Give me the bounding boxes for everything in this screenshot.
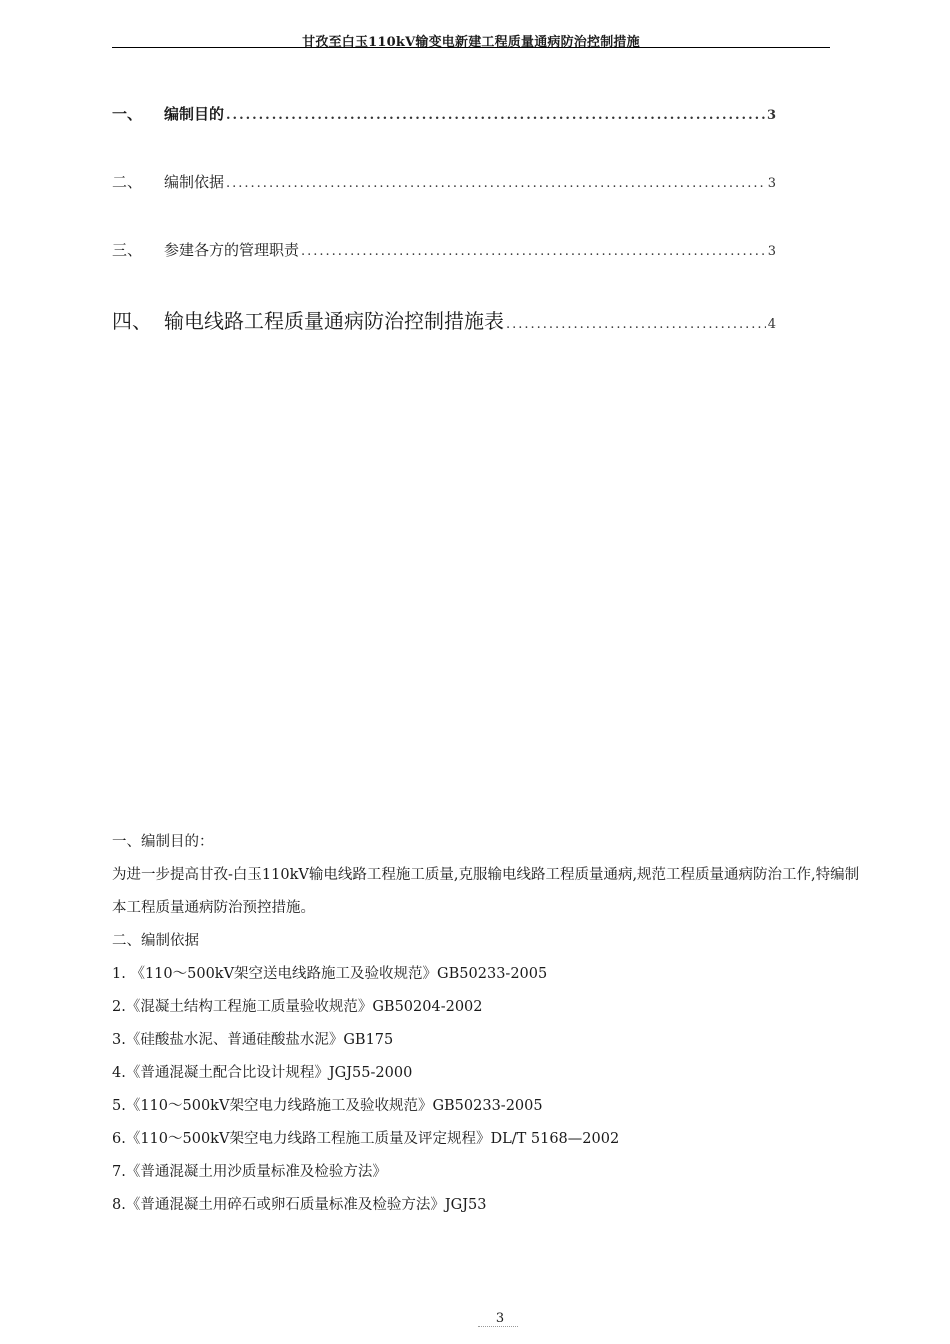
toc-entry-title: 编制目的 [164,105,225,123]
toc-dot-leader [226,176,766,191]
section-heading-purpose: 一、编制目的： [112,834,214,850]
toc-entry-number: 三、 [112,241,143,259]
section-heading-basis: 二、编制依据 [112,933,199,949]
toc-entry-2[interactable] [112,171,776,192]
toc-entry-1[interactable] [112,103,776,124]
toc-entry-page: 3 [767,176,776,191]
reference-item: 6.《110～500kV架空电力线路工程施工质量及评定规程》DL/T 5168—2002 [112,1131,620,1147]
reference-item: 4.《普通混凝土配合比设计规程》JGJ55-2000 [112,1065,413,1081]
toc-entry-page: 4 [767,317,776,332]
purpose-paragraph: 为进一步提高甘孜-白玉110kV输电线路工程施工质量,克服输电线路工程质量通病,规范工程质量通病防治工作,特编制本工程质量通病防治预控措施。 [112,867,860,916]
toc-entry-4[interactable] [112,305,776,334]
reference-item: 5.《110～500kV架空电力线路施工及验收规范》GB50233-2005 [112,1098,543,1114]
reference-item: 3.《硅酸盐水泥、普通硅酸盐水泥》GB175 [112,1032,394,1048]
running-header: 甘孜至白玉110kV输变电新建工程质量通病防治控制措施 [302,35,640,50]
reference-item: 8.《普通混凝土用碎石或卵石质量标准及检验方法》JGJ53 [112,1197,487,1213]
reference-item: 1. 《110～500kV架空送电线路施工及验收规范》GB50233-2005 [112,966,548,982]
header-rule [112,47,830,48]
toc-dot-leader [226,108,765,123]
toc-entry-number: 四、 [112,309,152,333]
page-number-rule [478,1326,518,1327]
toc-entry-page: 3 [766,108,776,123]
toc-entry-title: 输电线路工程质量通病防治控制措施表 [164,309,504,333]
reference-item: 7.《普通混凝土用沙质量标准及检验方法》 [112,1164,387,1180]
document-body [112,826,862,1222]
toc-entry-title: 编制依据 [164,173,225,191]
reference-item: 2.《混凝土结构工程施工质量验收规范》GB50204-2002 [112,999,483,1015]
toc-entry-page: 3 [767,244,776,259]
toc-dot-leader [506,317,766,332]
toc-entry-number: 二、 [112,173,143,191]
toc-entry-number: 一、 [112,105,143,123]
reference-list [112,958,862,1222]
page-number: 3 [495,1311,505,1326]
toc-entry-title: 参建各方的管理职责 [164,241,300,259]
toc-dot-leader [301,244,766,259]
toc-entry-3[interactable] [112,239,776,260]
